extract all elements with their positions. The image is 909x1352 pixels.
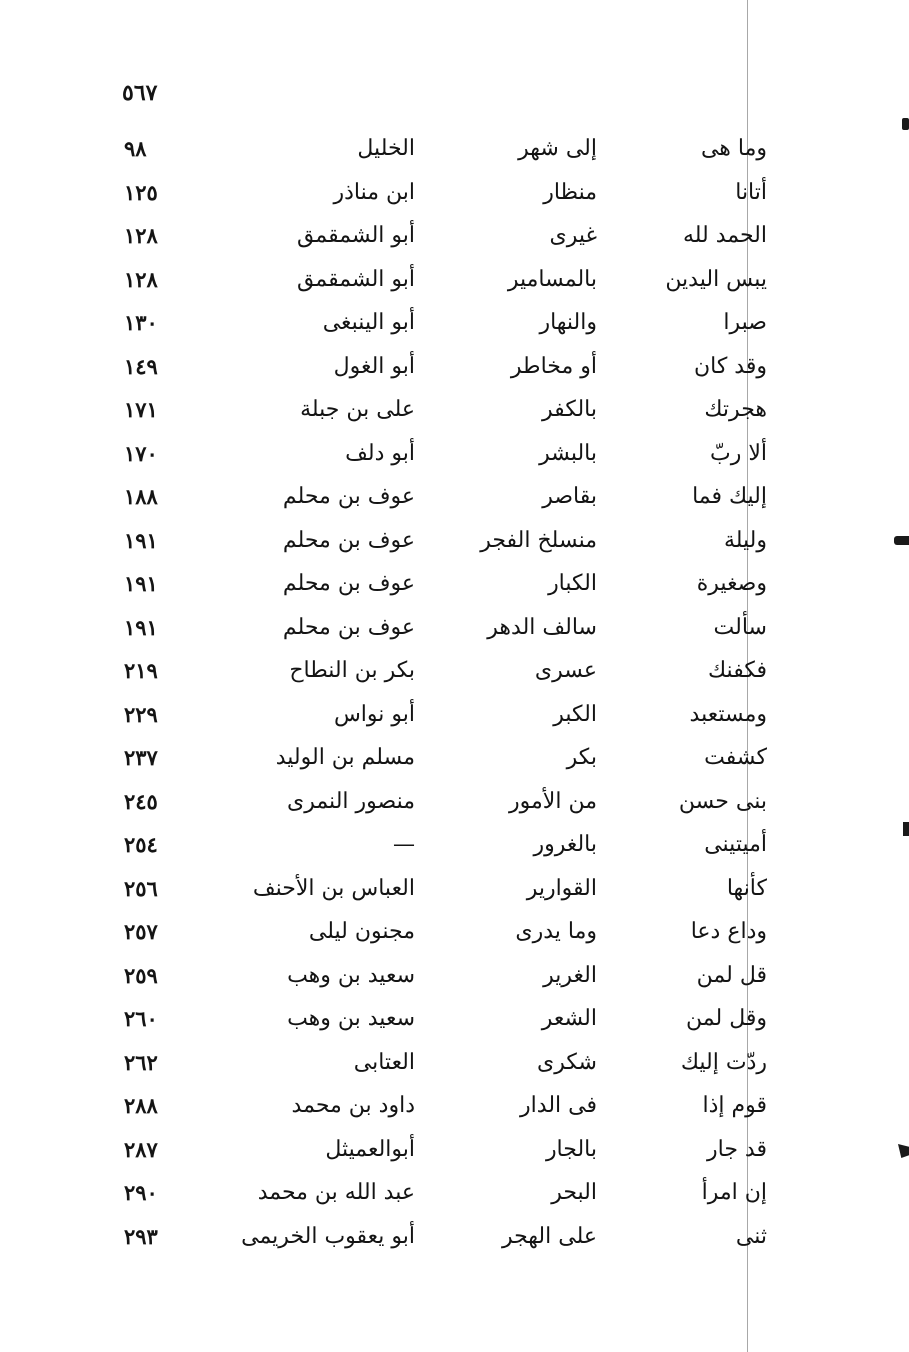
page-reference: ١٨٨ bbox=[124, 484, 158, 509]
poet-name: أبو يعقوب الخريمى bbox=[241, 1223, 415, 1249]
poet-name: أبو دلف bbox=[345, 440, 415, 466]
page-reference: ١٧١ bbox=[124, 397, 158, 422]
verse-opening: وليلة bbox=[723, 527, 767, 553]
poet-name: أبو الشمقمق bbox=[297, 266, 415, 292]
page-reference: ٢٥٩ bbox=[124, 962, 158, 988]
poet-name: مجنون ليلى bbox=[308, 919, 415, 944]
page-reference: ١٢٨ bbox=[124, 266, 158, 292]
rhyme-word: البحر bbox=[551, 1180, 597, 1205]
verse-opening: وقل لمن bbox=[686, 1006, 767, 1031]
index-row bbox=[0, 391, 909, 435]
index-row bbox=[0, 565, 909, 609]
verse-opening: وصغيرة bbox=[696, 571, 767, 596]
verse-opening: ثنى bbox=[735, 1223, 767, 1249]
rhyme-word: بقاصر bbox=[542, 484, 597, 509]
page-number: ٥٦٧ bbox=[122, 80, 158, 106]
index-row bbox=[0, 652, 909, 696]
page-reference: ٢٥٧ bbox=[124, 919, 158, 944]
index-row bbox=[0, 304, 909, 348]
rhyme-word: بالغرور bbox=[533, 832, 597, 857]
verse-opening: ومستعبد bbox=[689, 701, 767, 727]
poet-name: عبد الله بن محمد bbox=[257, 1180, 415, 1205]
index-row bbox=[0, 609, 909, 653]
verse-opening: أتانا bbox=[735, 179, 767, 205]
verse-opening: كشفت bbox=[704, 745, 767, 770]
page-reference: ١٢٥ bbox=[124, 179, 158, 205]
index-row bbox=[0, 870, 909, 914]
verse-opening: فكفنك bbox=[708, 658, 767, 683]
rhyme-word: الكبر bbox=[553, 701, 597, 727]
poet-name: العتابى bbox=[353, 1049, 415, 1075]
verse-opening: ألا ربّ bbox=[710, 440, 767, 466]
rhyme-word: إلى شهر bbox=[518, 136, 597, 161]
page-reference: ٢٩٠ bbox=[124, 1180, 158, 1205]
poetry-index-table bbox=[0, 130, 909, 1261]
rhyme-word: من الأمور bbox=[509, 788, 597, 814]
verse-opening: كأنها bbox=[726, 875, 767, 901]
page-reference: ٢٨٨ bbox=[124, 1093, 158, 1118]
index-row bbox=[0, 478, 909, 522]
verse-opening: ردّت إليك bbox=[680, 1049, 767, 1075]
verse-opening: قد جار bbox=[707, 1136, 767, 1162]
index-row bbox=[0, 957, 909, 1001]
page-reference: ٢٣٧ bbox=[124, 745, 158, 770]
page-reference: ٢٥٦ bbox=[124, 875, 158, 901]
rhyme-word: بالمسامير bbox=[507, 266, 597, 292]
index-row bbox=[0, 1131, 909, 1175]
poet-name: عوف بن محلم bbox=[282, 484, 415, 509]
rhyme-word: الغرير bbox=[543, 962, 597, 988]
rhyme-word: غيرى bbox=[549, 223, 597, 248]
page-reference: ٢١٩ bbox=[124, 658, 158, 683]
rhyme-word: بالكفر bbox=[542, 397, 597, 422]
verse-opening: أميتينى bbox=[704, 832, 767, 857]
rhyme-word: الشعر bbox=[541, 1006, 597, 1031]
verse-opening: وداع دعا bbox=[690, 919, 767, 944]
poet-name: عوف بن محلم bbox=[282, 527, 415, 553]
page-reference: ١٩١ bbox=[124, 527, 158, 553]
rhyme-word: القوارير bbox=[526, 875, 597, 901]
verse-opening: وما هى bbox=[700, 136, 767, 161]
index-row bbox=[0, 696, 909, 740]
index-row bbox=[0, 913, 909, 957]
page-reference: ١٢٨ bbox=[124, 223, 158, 248]
verse-opening: قل لمن bbox=[696, 962, 767, 988]
poet-name: بكر بن النطاح bbox=[289, 658, 415, 683]
verse-opening: هجرتك bbox=[704, 397, 767, 422]
poet-name: منصور النمرى bbox=[286, 788, 415, 814]
poet-name: أبو الينبغى bbox=[322, 310, 415, 335]
rhyme-word: شكرى bbox=[537, 1049, 597, 1075]
verse-opening: قوم إذا bbox=[702, 1093, 767, 1118]
index-row bbox=[0, 217, 909, 261]
rhyme-word: والنهار bbox=[539, 310, 597, 335]
poet-name: ابن مناذر bbox=[333, 179, 415, 205]
page-reference: ٢٢٩ bbox=[124, 701, 158, 727]
poet-name: أبو نواس bbox=[333, 701, 415, 727]
index-row bbox=[0, 261, 909, 305]
index-row bbox=[0, 522, 909, 566]
page-reference: ١٧٠ bbox=[124, 440, 158, 466]
index-row bbox=[0, 1000, 909, 1044]
rhyme-word: فى الدار bbox=[520, 1093, 597, 1118]
page-reference: ٢٥٤ bbox=[124, 832, 158, 857]
page-reference: ٢٦٢ bbox=[124, 1049, 158, 1075]
verse-opening: بنى حسن bbox=[678, 788, 767, 814]
page-reference: ٩٨ bbox=[124, 136, 147, 161]
index-row bbox=[0, 826, 909, 870]
verse-opening: سألت bbox=[713, 614, 767, 640]
index-row bbox=[0, 348, 909, 392]
index-row bbox=[0, 130, 909, 174]
page-reference: ١٤٩ bbox=[124, 353, 158, 379]
rhyme-word: الكبار bbox=[548, 571, 597, 596]
page-reference: ٢٦٠ bbox=[124, 1006, 158, 1031]
poet-name: على بن جبلة bbox=[300, 397, 415, 422]
index-row bbox=[0, 174, 909, 218]
index-row bbox=[0, 783, 909, 827]
verse-opening: الحمد لله bbox=[682, 223, 767, 248]
rhyme-word: منسلخ الفجر bbox=[480, 527, 597, 553]
poet-name: أبو الغول bbox=[333, 353, 415, 379]
rhyme-word: عسرى bbox=[534, 658, 597, 683]
verse-opening: يبس اليدين bbox=[665, 266, 767, 292]
poet-name: عوف بن محلم bbox=[282, 614, 415, 640]
page-reference: ١٩١ bbox=[124, 571, 158, 596]
page-reference: ١٣٠ bbox=[124, 310, 158, 335]
poet-name: سعيد بن وهب bbox=[287, 1006, 415, 1031]
poet-name: أبوالعميثل bbox=[325, 1136, 415, 1162]
index-row bbox=[0, 1087, 909, 1131]
poet-name: مسلم بن الوليد bbox=[275, 745, 415, 770]
poet-name: داود بن محمد bbox=[291, 1093, 415, 1118]
verse-opening: وقد كان bbox=[693, 353, 767, 379]
page-reference: ٢٤٥ bbox=[124, 788, 158, 814]
rhyme-word: منظار bbox=[543, 179, 597, 205]
poet-name: الخليل bbox=[357, 136, 415, 161]
margin-ink-mark bbox=[902, 118, 909, 130]
rhyme-word: بالبشر bbox=[539, 440, 597, 466]
page-reference: ٢٩٣ bbox=[124, 1223, 158, 1249]
verse-opening: صبرا bbox=[723, 310, 767, 335]
poet-name: عوف بن محلم bbox=[282, 571, 415, 596]
index-row bbox=[0, 1218, 909, 1262]
index-row bbox=[0, 1044, 909, 1088]
poet-name: سعيد بن وهب bbox=[287, 962, 415, 988]
rhyme-word: أو مخاطر bbox=[510, 353, 597, 379]
index-row bbox=[0, 1174, 909, 1218]
page-reference: ٢٨٧ bbox=[124, 1136, 158, 1162]
rhyme-word: على الهجر bbox=[501, 1223, 597, 1249]
verse-opening: إن امرأ bbox=[701, 1180, 767, 1205]
verse-opening: إليك فما bbox=[692, 484, 767, 509]
poet-name: العباس بن الأحنف bbox=[252, 875, 415, 901]
rhyme-word: سالف الدهر bbox=[487, 614, 597, 640]
page-reference: ١٩١ bbox=[124, 614, 158, 640]
rhyme-word: وما يدرى bbox=[515, 919, 597, 944]
index-row bbox=[0, 739, 909, 783]
index-row bbox=[0, 435, 909, 479]
rhyme-word: بالجار bbox=[545, 1136, 597, 1162]
poet-name: أبو الشمقمق bbox=[297, 223, 415, 248]
rhyme-word: بكر bbox=[566, 745, 597, 770]
poet-name: — bbox=[393, 832, 415, 857]
